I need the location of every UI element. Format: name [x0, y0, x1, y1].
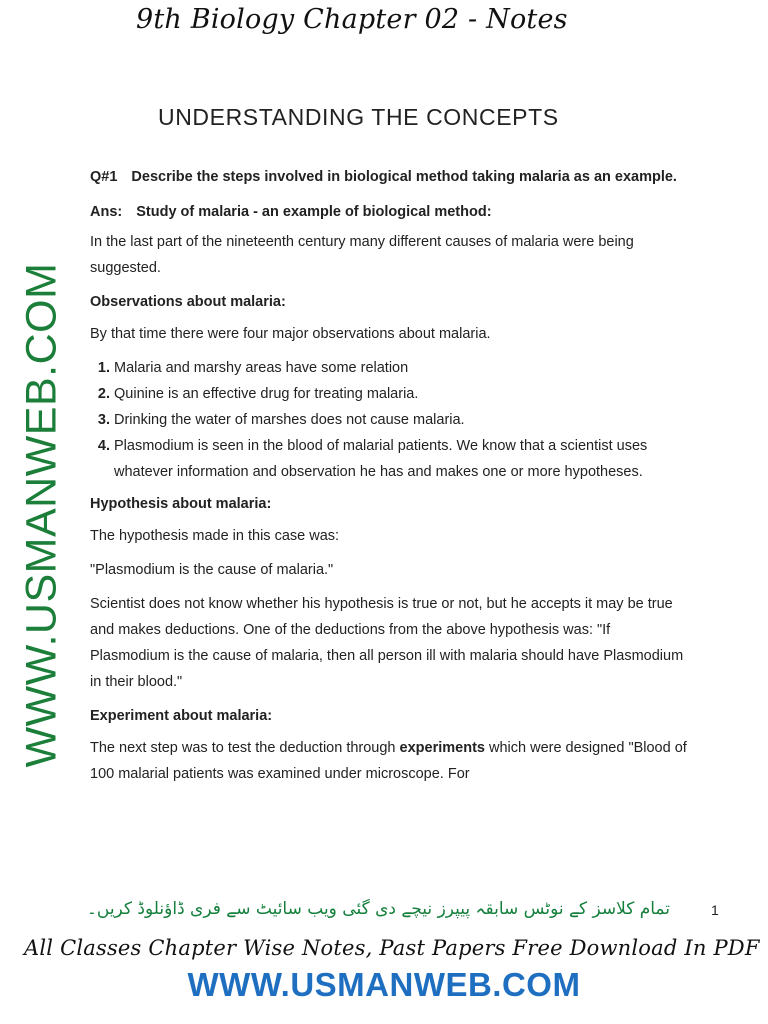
footer-site-link[interactable]: WWW.USMANWEB.COM: [187, 966, 581, 1003]
hypothesis-heading: Hypothesis about malaria:: [90, 496, 272, 512]
observations-heading: Observations about malaria:: [90, 294, 286, 310]
question: [90, 163, 690, 191]
observations-lead: By that time there were four major observations about malaria.: [90, 326, 491, 342]
answer-heading: [90, 199, 690, 225]
experiment-bold-word: experiments: [399, 740, 485, 756]
notes-content: [90, 163, 690, 795]
intro-paragraph: In the last part of the nineteenth century many different causes of malaria were being suggested.: [90, 234, 634, 276]
side-watermark-text: WWW.USMANWEB.COM: [17, 262, 66, 768]
experiment-heading: Experiment about malaria:: [90, 708, 273, 724]
list-item: 1. Malaria and marshy areas have some relation: [114, 355, 690, 381]
side-watermark: [17, 262, 66, 768]
page-number: 1: [711, 902, 719, 918]
experiment-text-before: The next step was to test the deduction through: [90, 740, 400, 756]
experiment-text-after: which were designed "Blood of 100 malarial patients was examined under microscope. For: [90, 740, 687, 782]
list-item: 4. Plasmodium is seen in the blood of malarial patients. We know that a scientist uses whatever information and observation he has and makes one or more hypotheses.: [114, 433, 690, 485]
observations-list: [90, 355, 690, 485]
urdu-footer-line: تمام کلاسز کے نوٹس سابقہ پیپرز نیچے دی گئی ویب سائیٹ سے فری ڈاؤنلوڈ کریں۔: [86, 899, 670, 919]
list-item: 3. Drinking the water of marshes does not cause malaria.: [114, 407, 690, 433]
list-item: 2. Quinine is an effective drug for treating malaria.: [114, 381, 690, 407]
experiment-paragraph: [90, 735, 690, 787]
section-heading: UNDERSTANDING THE CONCEPTS: [158, 104, 559, 130]
hypothesis-lead: The hypothesis made in this case was:: [90, 528, 340, 544]
question-text: Describe the steps involved in biological method taking malaria as an example.: [131, 169, 677, 185]
hypothesis-body: Scientist does not know whether his hypothesis is true or not, but he accepts it may be true and makes deductions. One of the deductions from the above hypothesis was: "If Plasmodium is the cause of malaria, then all person ill with malaria should have Plasmodium in their blood.": [90, 596, 684, 690]
answer-text: Study of malaria - an example of biological method:: [136, 204, 492, 220]
question-label: Q#1: [90, 169, 118, 185]
page-title: 9th Biology Chapter 02 - Notes: [136, 4, 568, 35]
footer-tagline: All Classes Chapter Wise Notes, Past Papers Free Download In PDF: [24, 936, 760, 960]
answer-label: Ans:: [90, 204, 123, 220]
hypothesis-quote: "Plasmodium is the cause of malaria.": [90, 562, 334, 578]
